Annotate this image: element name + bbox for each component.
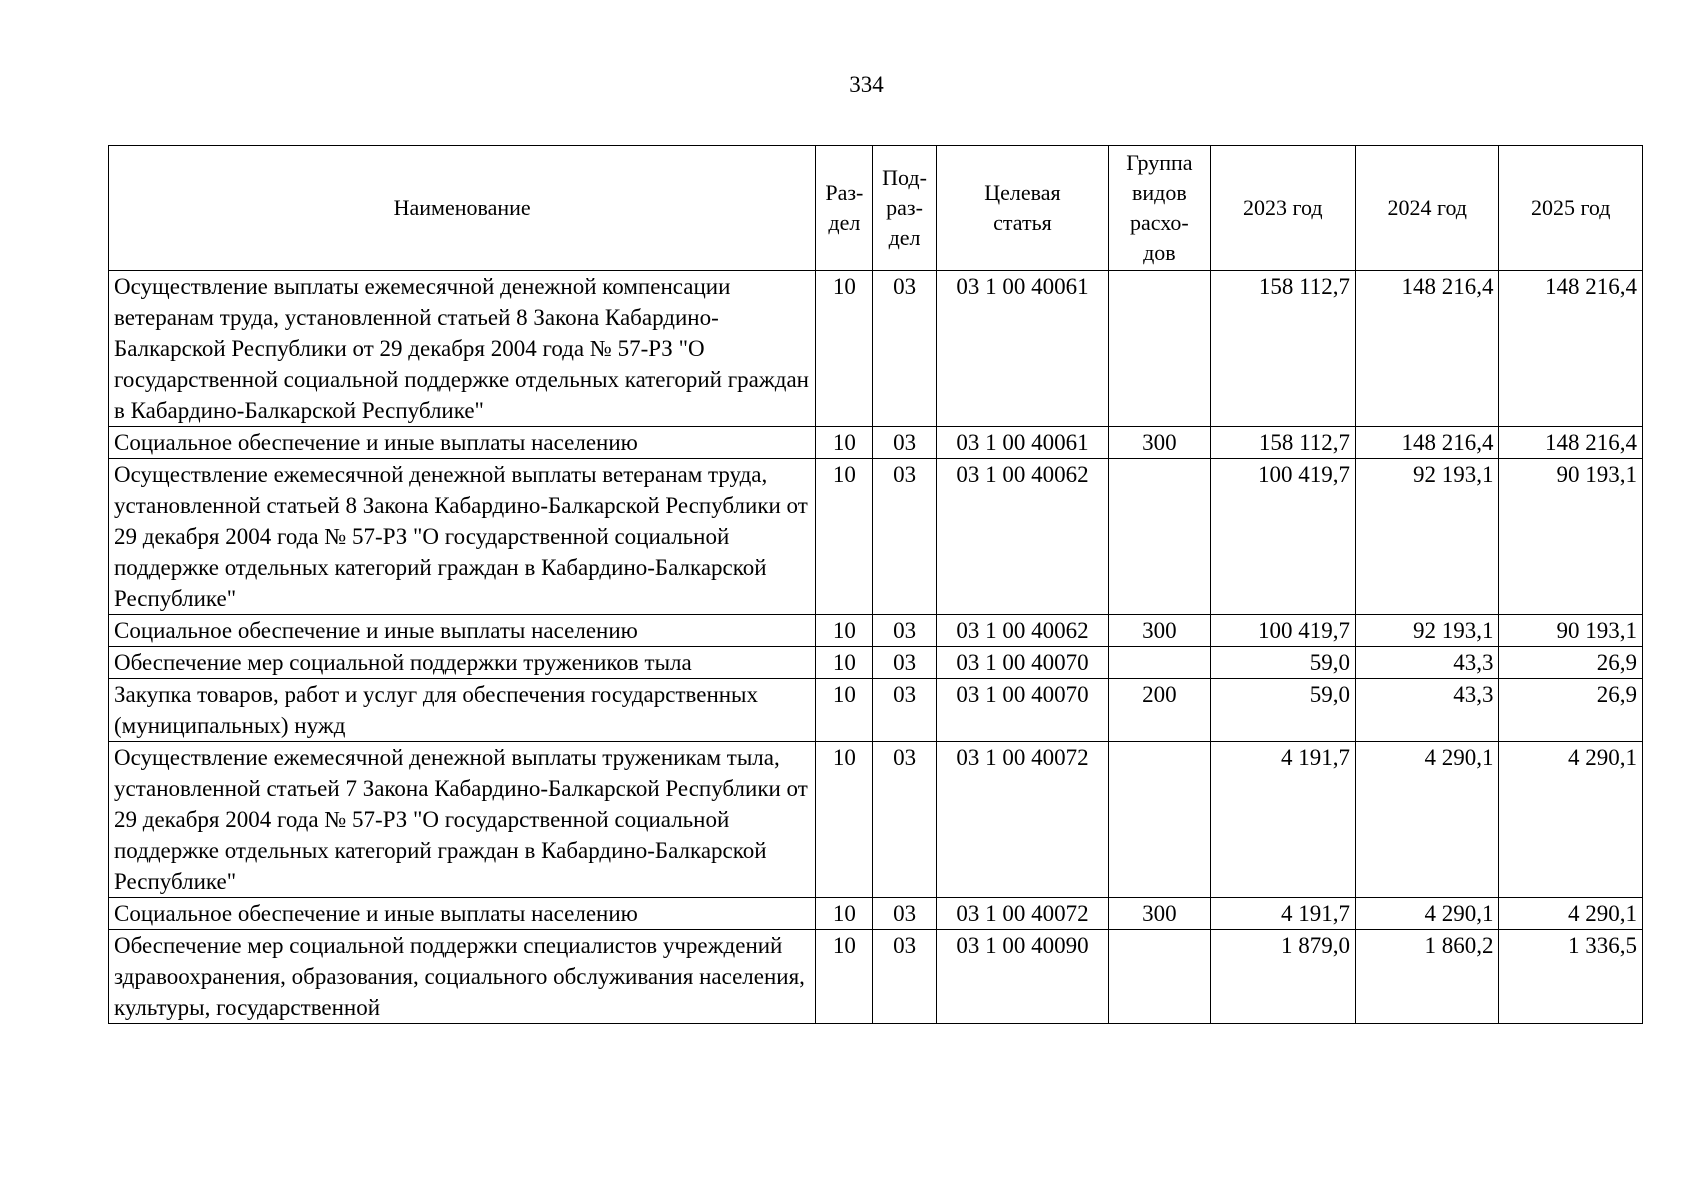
cell-2024: 148 216,4 [1356, 427, 1499, 459]
cell-2023: 59,0 [1210, 647, 1355, 679]
cell-2025: 90 193,1 [1499, 459, 1643, 615]
cell-section: 10 [816, 615, 873, 647]
cell-expense-group [1109, 271, 1210, 427]
cell-2024: 4 290,1 [1356, 742, 1499, 898]
cell-name: Осуществление выплаты ежемесячной денежной компенсации ветеранам труда, установленной статьей 8 Закона Кабардино-Балкарской Республики от 29 декабря 2004 года № 57-РЗ "О государственной социальной поддержке отдельных категорий граждан в Кабардино-Балкарской Республике" [109, 271, 816, 427]
cell-2025: 4 290,1 [1499, 898, 1643, 930]
cell-expense-group [1109, 930, 1210, 1024]
cell-target-article: 03 1 00 40062 [936, 615, 1109, 647]
cell-expense-group: 300 [1109, 898, 1210, 930]
cell-2024: 43,3 [1356, 647, 1499, 679]
cell-2023: 4 191,7 [1210, 898, 1355, 930]
cell-subsection: 03 [873, 459, 936, 615]
cell-target-article: 03 1 00 40062 [936, 459, 1109, 615]
table-row [109, 679, 1643, 742]
budget-table [108, 145, 1643, 1024]
header-target-article: Целевая статья [936, 146, 1109, 271]
cell-subsection: 03 [873, 679, 936, 742]
header-year-2023: 2023 год [1210, 146, 1355, 271]
cell-name: Закупка товаров, работ и услуг для обеспечения государственных (муниципальных) нужд [109, 679, 816, 742]
header-expense-group: Группа видов расхо- дов [1109, 146, 1210, 271]
cell-2024: 92 193,1 [1356, 459, 1499, 615]
cell-name: Социальное обеспечение и иные выплаты населению [109, 427, 816, 459]
cell-2025: 90 193,1 [1499, 615, 1643, 647]
cell-subsection: 03 [873, 898, 936, 930]
cell-subsection: 03 [873, 647, 936, 679]
cell-section: 10 [816, 930, 873, 1024]
cell-subsection: 03 [873, 930, 936, 1024]
cell-2025: 4 290,1 [1499, 742, 1643, 898]
cell-expense-group: 300 [1109, 427, 1210, 459]
cell-section: 10 [816, 459, 873, 615]
cell-section: 10 [816, 898, 873, 930]
cell-expense-group: 300 [1109, 615, 1210, 647]
cell-name: Осуществление ежемесячной денежной выплаты ветеранам труда, установленной статьей 8 Закона Кабардино-Балкарской Республики от 29 декабря 2004 года № 57-РЗ "О государственной социальной поддержке отдельных категорий граждан в Кабардино-Балкарской Республике" [109, 459, 816, 615]
table-body [109, 271, 1643, 1024]
cell-2025: 26,9 [1499, 679, 1643, 742]
cell-target-article: 03 1 00 40061 [936, 271, 1109, 427]
cell-expense-group [1109, 459, 1210, 615]
page-number: 334 [849, 72, 884, 97]
cell-target-article: 03 1 00 40072 [936, 898, 1109, 930]
table-row [109, 647, 1643, 679]
cell-name: Осуществление ежемесячной денежной выплаты труженикам тыла, установленной статьей 7 Закона Кабардино-Балкарской Республики от 29 декабря 2004 года № 57-РЗ "О государственной социальной поддержке отдельных категорий граждан в Кабардино-Балкарской Республике" [109, 742, 816, 898]
table-row [109, 930, 1643, 1024]
cell-2024: 92 193,1 [1356, 615, 1499, 647]
cell-expense-group: 200 [1109, 679, 1210, 742]
cell-subsection: 03 [873, 427, 936, 459]
cell-2023: 100 419,7 [1210, 459, 1355, 615]
cell-2023: 1 879,0 [1210, 930, 1355, 1024]
cell-2023: 4 191,7 [1210, 742, 1355, 898]
cell-section: 10 [816, 679, 873, 742]
cell-target-article: 03 1 00 40090 [936, 930, 1109, 1024]
cell-2024: 148 216,4 [1356, 271, 1499, 427]
table-row [109, 459, 1643, 615]
cell-2025: 148 216,4 [1499, 427, 1643, 459]
table-row [109, 427, 1643, 459]
cell-2023: 158 112,7 [1210, 271, 1355, 427]
table-row [109, 898, 1643, 930]
cell-section: 10 [816, 427, 873, 459]
cell-name: Обеспечение мер социальной поддержки специалистов учреждений здравоохранения, образования, социального обслуживания населения, культуры, государственной [109, 930, 816, 1024]
cell-subsection: 03 [873, 615, 936, 647]
cell-2025: 1 336,5 [1499, 930, 1643, 1024]
header-name: Наименование [109, 146, 816, 271]
header-subsection: Под- раз- дел [873, 146, 936, 271]
cell-target-article: 03 1 00 40070 [936, 679, 1109, 742]
cell-2025: 148 216,4 [1499, 271, 1643, 427]
cell-2025: 26,9 [1499, 647, 1643, 679]
cell-section: 10 [816, 647, 873, 679]
header-section: Раз- дел [816, 146, 873, 271]
cell-section: 10 [816, 742, 873, 898]
cell-name: Обеспечение мер социальной поддержки тружеников тыла [109, 647, 816, 679]
cell-target-article: 03 1 00 40072 [936, 742, 1109, 898]
cell-section: 10 [816, 271, 873, 427]
cell-subsection: 03 [873, 271, 936, 427]
cell-expense-group [1109, 647, 1210, 679]
table-row [109, 615, 1643, 647]
table-row [109, 742, 1643, 898]
table-header-row [109, 146, 1643, 271]
cell-name: Социальное обеспечение и иные выплаты населению [109, 615, 816, 647]
cell-expense-group [1109, 742, 1210, 898]
cell-2023: 158 112,7 [1210, 427, 1355, 459]
cell-2023: 59,0 [1210, 679, 1355, 742]
header-year-2024: 2024 год [1356, 146, 1499, 271]
cell-2024: 4 290,1 [1356, 898, 1499, 930]
cell-target-article: 03 1 00 40061 [936, 427, 1109, 459]
cell-2023: 100 419,7 [1210, 615, 1355, 647]
cell-subsection: 03 [873, 742, 936, 898]
header-year-2025: 2025 год [1499, 146, 1643, 271]
cell-name: Социальное обеспечение и иные выплаты населению [109, 898, 816, 930]
cell-target-article: 03 1 00 40070 [936, 647, 1109, 679]
cell-2024: 1 860,2 [1356, 930, 1499, 1024]
cell-2024: 43,3 [1356, 679, 1499, 742]
table-row [109, 271, 1643, 427]
